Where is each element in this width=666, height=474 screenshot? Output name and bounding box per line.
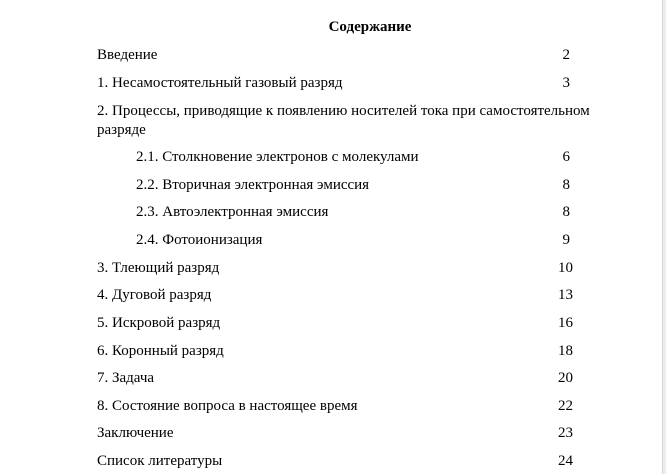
toc-entry-introduction: Введение	[97, 47, 158, 63]
toc-entry-6: 6. Коронный разряд	[97, 343, 224, 359]
page-edge-divider	[662, 0, 666, 474]
toc-page-number: 9	[562, 232, 570, 248]
toc-page-number: 23	[558, 425, 573, 441]
toc-page-number: 6	[562, 149, 570, 165]
toc-entry-3: 3. Тлеющий разряд	[97, 260, 220, 276]
toc-entry-5: 5. Искровой разряд	[97, 315, 221, 331]
toc-entry-2-3: 2.3. Автоэлектронная эмиссия	[136, 204, 329, 220]
toc-page-number: 18	[558, 343, 573, 359]
toc-page-number: 20	[558, 370, 573, 386]
toc-entry-2-4: 2.4. Фотоионизация	[136, 232, 263, 248]
toc-entry-2-1: 2.1. Столкновение электронов с молекулами	[136, 149, 419, 165]
toc-entry-references: Список литературы	[97, 453, 223, 469]
toc-page-number: 13	[558, 287, 573, 303]
toc-entry-2-2: 2.2. Вторичная электронная эмиссия	[136, 177, 370, 193]
toc-entry-conclusion: Заключение	[97, 425, 174, 441]
toc-entry-2-line1: 2. Процессы, приводящие к появлению носителей тока при самостоятельном	[97, 103, 590, 119]
toc-entry-8: 8. Состояние вопроса в настоящее время	[97, 398, 358, 414]
toc-page-number: 10	[558, 260, 573, 276]
toc-page-number: 3	[562, 75, 570, 91]
toc-page-number: 8	[562, 177, 570, 193]
toc-entry-1: 1. Несамостоятельный газовый разряд	[97, 75, 343, 91]
toc-title: Содержание	[328, 19, 412, 35]
toc-page-number: 22	[558, 398, 573, 414]
toc-entry-7: 7. Задача	[97, 370, 155, 386]
toc-page-number: 2	[562, 47, 570, 63]
toc-page-number: 16	[558, 315, 573, 331]
toc-entry-2-line2: разряде	[97, 122, 146, 138]
toc-page-number: 24	[558, 453, 573, 469]
toc-page-number: 8	[562, 204, 570, 220]
toc-entry-4: 4. Дуговой разряд	[97, 287, 212, 303]
